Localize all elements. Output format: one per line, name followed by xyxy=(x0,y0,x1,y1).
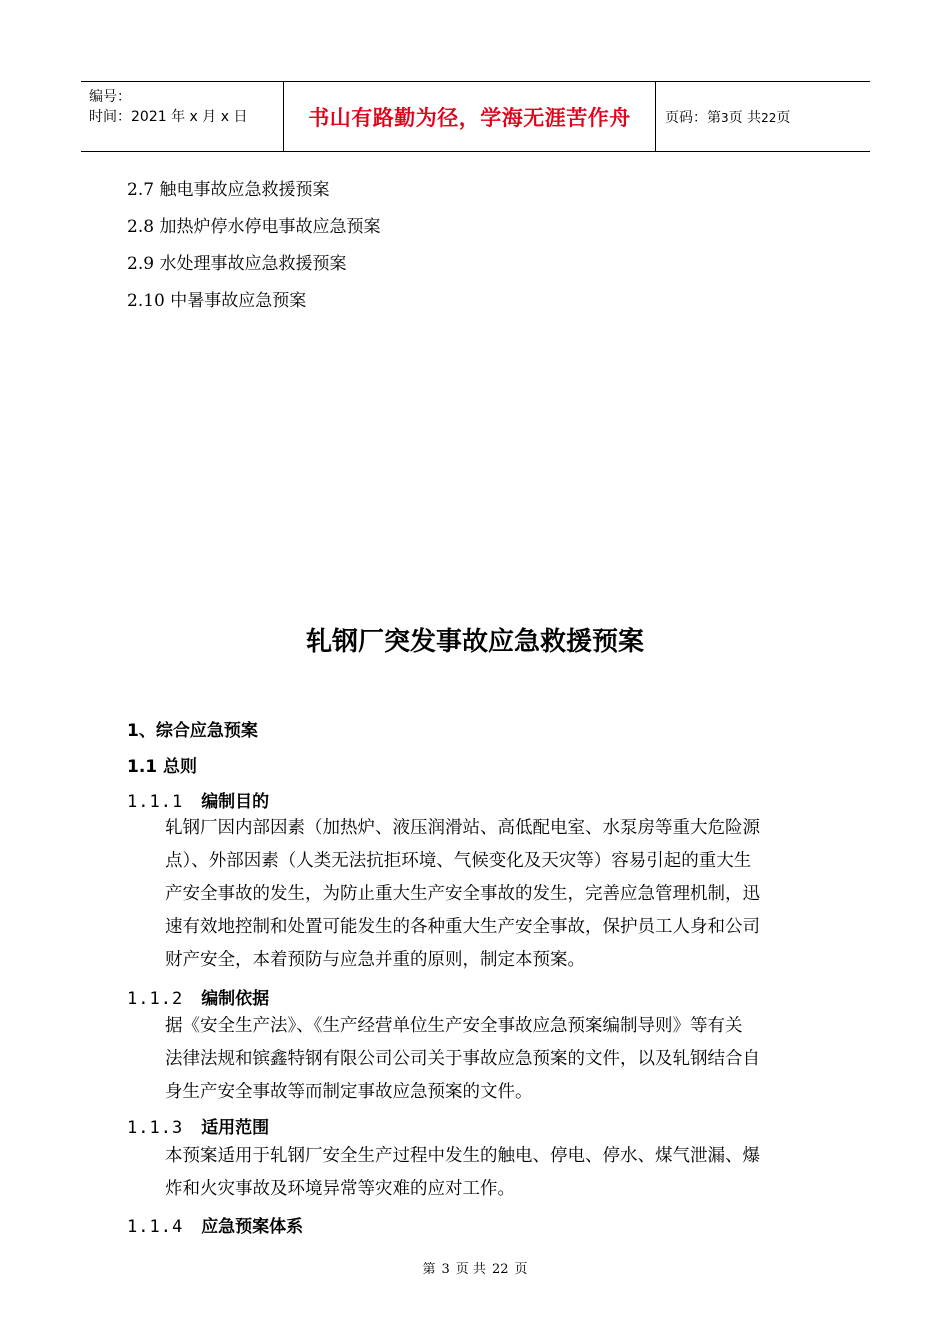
paragraph-line: 炸和火灾事故及环境异常等灾难的应对工作。 xyxy=(165,1179,515,1199)
paragraph-line: 本预案适用于轧钢厂安全生产过程中发生的触电、停电、停水、煤气泄漏、爆 xyxy=(165,1146,760,1166)
document-title: 轧钢厂突发事故应急救援预案 xyxy=(305,627,644,657)
subsection-heading: 1.1.4 应急预案体系 xyxy=(127,1217,304,1237)
header-page-cell xyxy=(655,82,870,151)
section-heading: 1、综合应急预案 xyxy=(127,721,258,741)
page-indicator: 页码：第3页 共22页 xyxy=(665,109,791,126)
toc-item: 2.9 水处理事故应急救援预案 xyxy=(127,254,347,274)
paragraph-line: 法律法规和镔鑫特钢有限公司公司关于事故应急预案的文件，以及轧钢结合自 xyxy=(165,1049,760,1069)
paragraph xyxy=(165,1010,825,1109)
paragraph-line: 轧钢厂因内部因素（加热炉、液压润滑站、高低配电室、水泵房等重大危险源 xyxy=(165,818,760,838)
header-motto-cell xyxy=(283,82,656,151)
subsection-heading: 1.1.1 编制目的 xyxy=(127,792,270,812)
paragraph xyxy=(165,1140,825,1206)
page-header xyxy=(81,81,870,152)
motto: 书山有路勤为径，学海无涯苦作舟 xyxy=(308,105,631,130)
toc-item: 2.10 中暑事故应急预案 xyxy=(127,291,307,311)
code-label: 编号： xyxy=(89,89,131,105)
paragraph-line: 速有效地控制和处置可能发生的各种重大生产安全事故，保护员工人身和公司 xyxy=(165,917,760,937)
paragraph-line: 财产安全，本着预防与应急并重的原则，制定本预案。 xyxy=(165,950,585,970)
paragraph-line: 产安全事故的发生，为防止重大生产安全事故的发生，完善应急管理机制，迅 xyxy=(165,884,760,904)
page-footer: 第 3 页 共 22 页 xyxy=(422,1262,528,1277)
paragraph-line: 身生产安全事故等而制定事故应急预案的文件。 xyxy=(165,1082,533,1102)
header-info-cell xyxy=(81,82,283,151)
toc-item: 2.8 加热炉停水停电事故应急预案 xyxy=(127,217,381,237)
paragraph xyxy=(165,812,825,977)
paragraph-line: 据《安全生产法》、《生产经营单位生产安全事故应急预案编制导则》等有关 xyxy=(165,1016,743,1036)
subsection-heading: 1.1.3 适用范围 xyxy=(127,1118,270,1138)
toc-item: 2.7 触电事故应急救援预案 xyxy=(127,180,330,200)
paragraph-line: 点）、外部因素（人类无法抗拒环境、气候变化及天灾等）容易引起的重大生 xyxy=(165,851,752,871)
time-label: 时间：2021 年 x 月 x 日 xyxy=(89,109,248,125)
subsection-heading: 1.1.2 编制依据 xyxy=(127,989,270,1009)
section-heading: 1.1 总则 xyxy=(127,757,198,777)
toc-list xyxy=(127,176,380,324)
